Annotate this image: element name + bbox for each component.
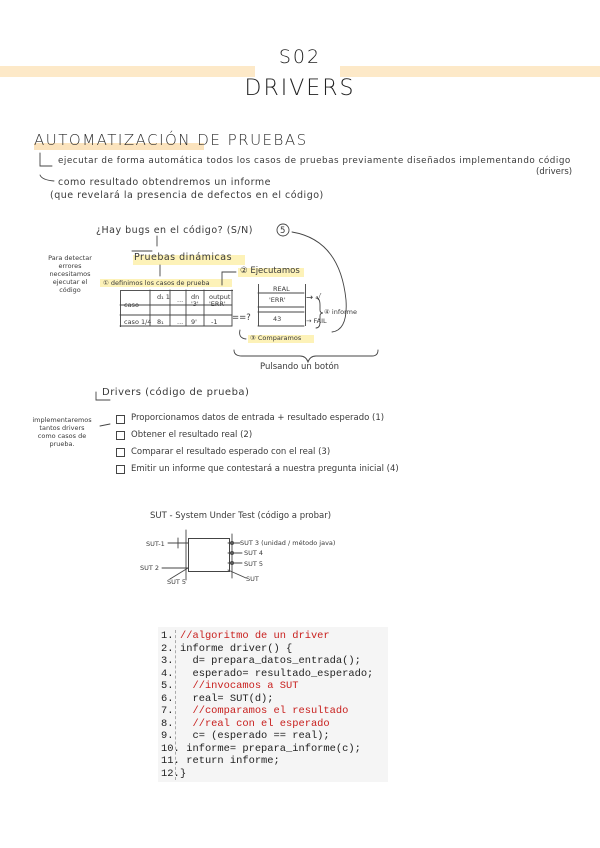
code-text: esperado= resultado_esperado; xyxy=(180,667,374,680)
code-line-number: 5. xyxy=(161,680,174,692)
side-note-line: como casos de xyxy=(37,432,87,440)
code-line-number: 6. xyxy=(161,692,174,705)
code-line-number: 7. xyxy=(161,705,174,717)
sut-left-label: SUT-1 xyxy=(146,540,165,548)
code-text: informe= prepara_informe(c); xyxy=(180,742,361,755)
intro-line-3: (que revelará la presencia de defectos en el código) xyxy=(50,190,324,201)
code-text: d= prepara_datos_entrada(); xyxy=(180,655,361,667)
step5-circle xyxy=(277,224,289,236)
code-line xyxy=(158,643,388,656)
code-comment: //invocamos a SUT xyxy=(180,680,299,692)
code-line xyxy=(158,655,388,668)
driver-step: Comparar el resultado esperado con el real (3) xyxy=(131,447,331,457)
code-line-number: 11. xyxy=(161,755,180,767)
left-note-line: código xyxy=(59,286,81,294)
button-label: Pulsando un botón xyxy=(260,362,340,372)
sut-title: SUT - System Under Test (código a probar) xyxy=(150,511,332,521)
left-note-line: Para detectar xyxy=(48,254,92,262)
driver-step: Proporcionamos datos de entrada + resultado esperado (1) xyxy=(131,413,385,423)
code-comment: //real con el esperado xyxy=(180,717,330,730)
left-note-line: errores xyxy=(58,262,82,270)
intro-arrow-1 xyxy=(40,153,52,166)
driver-step: Emitir un informe que contestará a nuestra pregunta inicial (4) xyxy=(131,464,399,474)
section-title: AUTOMATIZACIÓN DE PRUEBAS xyxy=(34,131,308,149)
step1-label: ① definimos los casos de prueba xyxy=(103,279,210,287)
code-line-number: 8. xyxy=(161,717,174,730)
drivers-title: Drivers (código de prueba) xyxy=(102,387,250,398)
code-line xyxy=(158,730,388,743)
report-label: ④ informe xyxy=(324,308,357,316)
intro-arrow-2 xyxy=(40,175,54,181)
left-note-line: necesitamos xyxy=(49,270,91,278)
code-line-number: 12. xyxy=(161,767,180,780)
code-line xyxy=(158,668,388,681)
sut-right-label: SUT 3 (unidad / método java) xyxy=(240,539,336,547)
report-curve xyxy=(292,232,346,332)
table-header-cell: output 'ERR' xyxy=(209,293,231,308)
sut-left-label: SUT 2 xyxy=(140,564,160,572)
compare-arrow xyxy=(240,330,246,339)
code-text: } xyxy=(180,767,187,780)
real-header: REAL xyxy=(273,285,290,293)
table-cell: ... xyxy=(177,318,184,326)
code-line xyxy=(158,680,388,693)
sut-right-label: SUT 5 xyxy=(244,560,264,568)
code-line-number: 2. xyxy=(161,642,174,655)
code-line xyxy=(158,693,388,706)
code-line-number: 4. xyxy=(161,667,174,680)
code-line xyxy=(158,705,388,718)
code-line xyxy=(158,755,388,768)
execute-label: ② Ejecutamos xyxy=(240,266,300,276)
code-text: c= (esperado == real); xyxy=(180,730,330,742)
code-line xyxy=(158,743,388,756)
equals-question: ==? xyxy=(232,313,251,323)
code-text: real= SUT(d); xyxy=(180,692,274,705)
table-header-cell: ... xyxy=(177,296,184,304)
sut-bottom-label: SUT xyxy=(246,575,259,583)
table-cell: -1 xyxy=(211,318,218,326)
button-brace xyxy=(234,350,378,362)
sut-bottom-label: SUT 5 xyxy=(167,578,187,586)
code-comment: //comparamos el resultado xyxy=(180,705,349,717)
table-cell: caso 1/4 xyxy=(124,318,152,326)
side-note-arrow xyxy=(100,424,110,426)
intro-line-2: como resultado obtendremos un informe xyxy=(58,177,271,188)
code-lines xyxy=(158,630,388,780)
drivers-arrow xyxy=(96,392,110,400)
report-brace xyxy=(316,298,323,328)
code-line xyxy=(158,630,388,643)
table-header-cell: dn '3' xyxy=(191,293,200,308)
bugs-question: ¿Hay bugs en el código? (S/N) xyxy=(96,225,253,236)
real-mark-fail: → FAIL xyxy=(306,317,327,325)
code-text: informe driver() { xyxy=(180,642,293,655)
intro-line-1: ejecutar de forma automática todos los casos de pruebas previamente diseñados implementando código xyxy=(58,156,571,166)
real-value: 43 xyxy=(273,315,282,323)
real-mark-pass: → √ xyxy=(306,293,322,303)
code-line xyxy=(158,718,388,731)
table-cell: 8₁ xyxy=(157,318,164,326)
code-line-number: 9. xyxy=(161,730,174,742)
dynamic-tests-label: Pruebas dinámicas xyxy=(134,252,233,263)
question-step-number: 5 xyxy=(280,226,286,236)
page-title: DRIVERS xyxy=(244,76,356,101)
side-note-line: implementaremos xyxy=(32,416,92,424)
side-note-line: tantos drivers xyxy=(39,424,85,432)
code-line xyxy=(158,768,388,781)
table-header-cell: d₁ 1 xyxy=(157,293,170,301)
code-text: return informe; xyxy=(180,755,280,767)
code-line-number: 10. xyxy=(161,742,180,755)
compare-label: ③ Comparamos xyxy=(250,334,302,342)
execute-arrow xyxy=(222,272,236,285)
table-cell: 9' xyxy=(191,318,197,326)
table-header-cell: caso xyxy=(124,301,139,309)
intro-line-1-cont: (drivers) xyxy=(536,167,573,177)
driver-step: Obtener el resultado real (2) xyxy=(131,430,253,440)
unit-number: S02 xyxy=(278,46,322,68)
left-note-line: ejecutar el xyxy=(52,278,88,286)
code-line-number: 1. xyxy=(161,630,174,642)
side-note-line: prueba. xyxy=(49,440,75,448)
driver-code-block xyxy=(158,627,388,782)
code-comment: //algoritmo de un driver xyxy=(180,630,330,642)
sut-right-label: SUT 4 xyxy=(244,549,264,557)
real-value: 'ERR' xyxy=(269,296,286,304)
code-line-number: 3. xyxy=(161,655,174,667)
